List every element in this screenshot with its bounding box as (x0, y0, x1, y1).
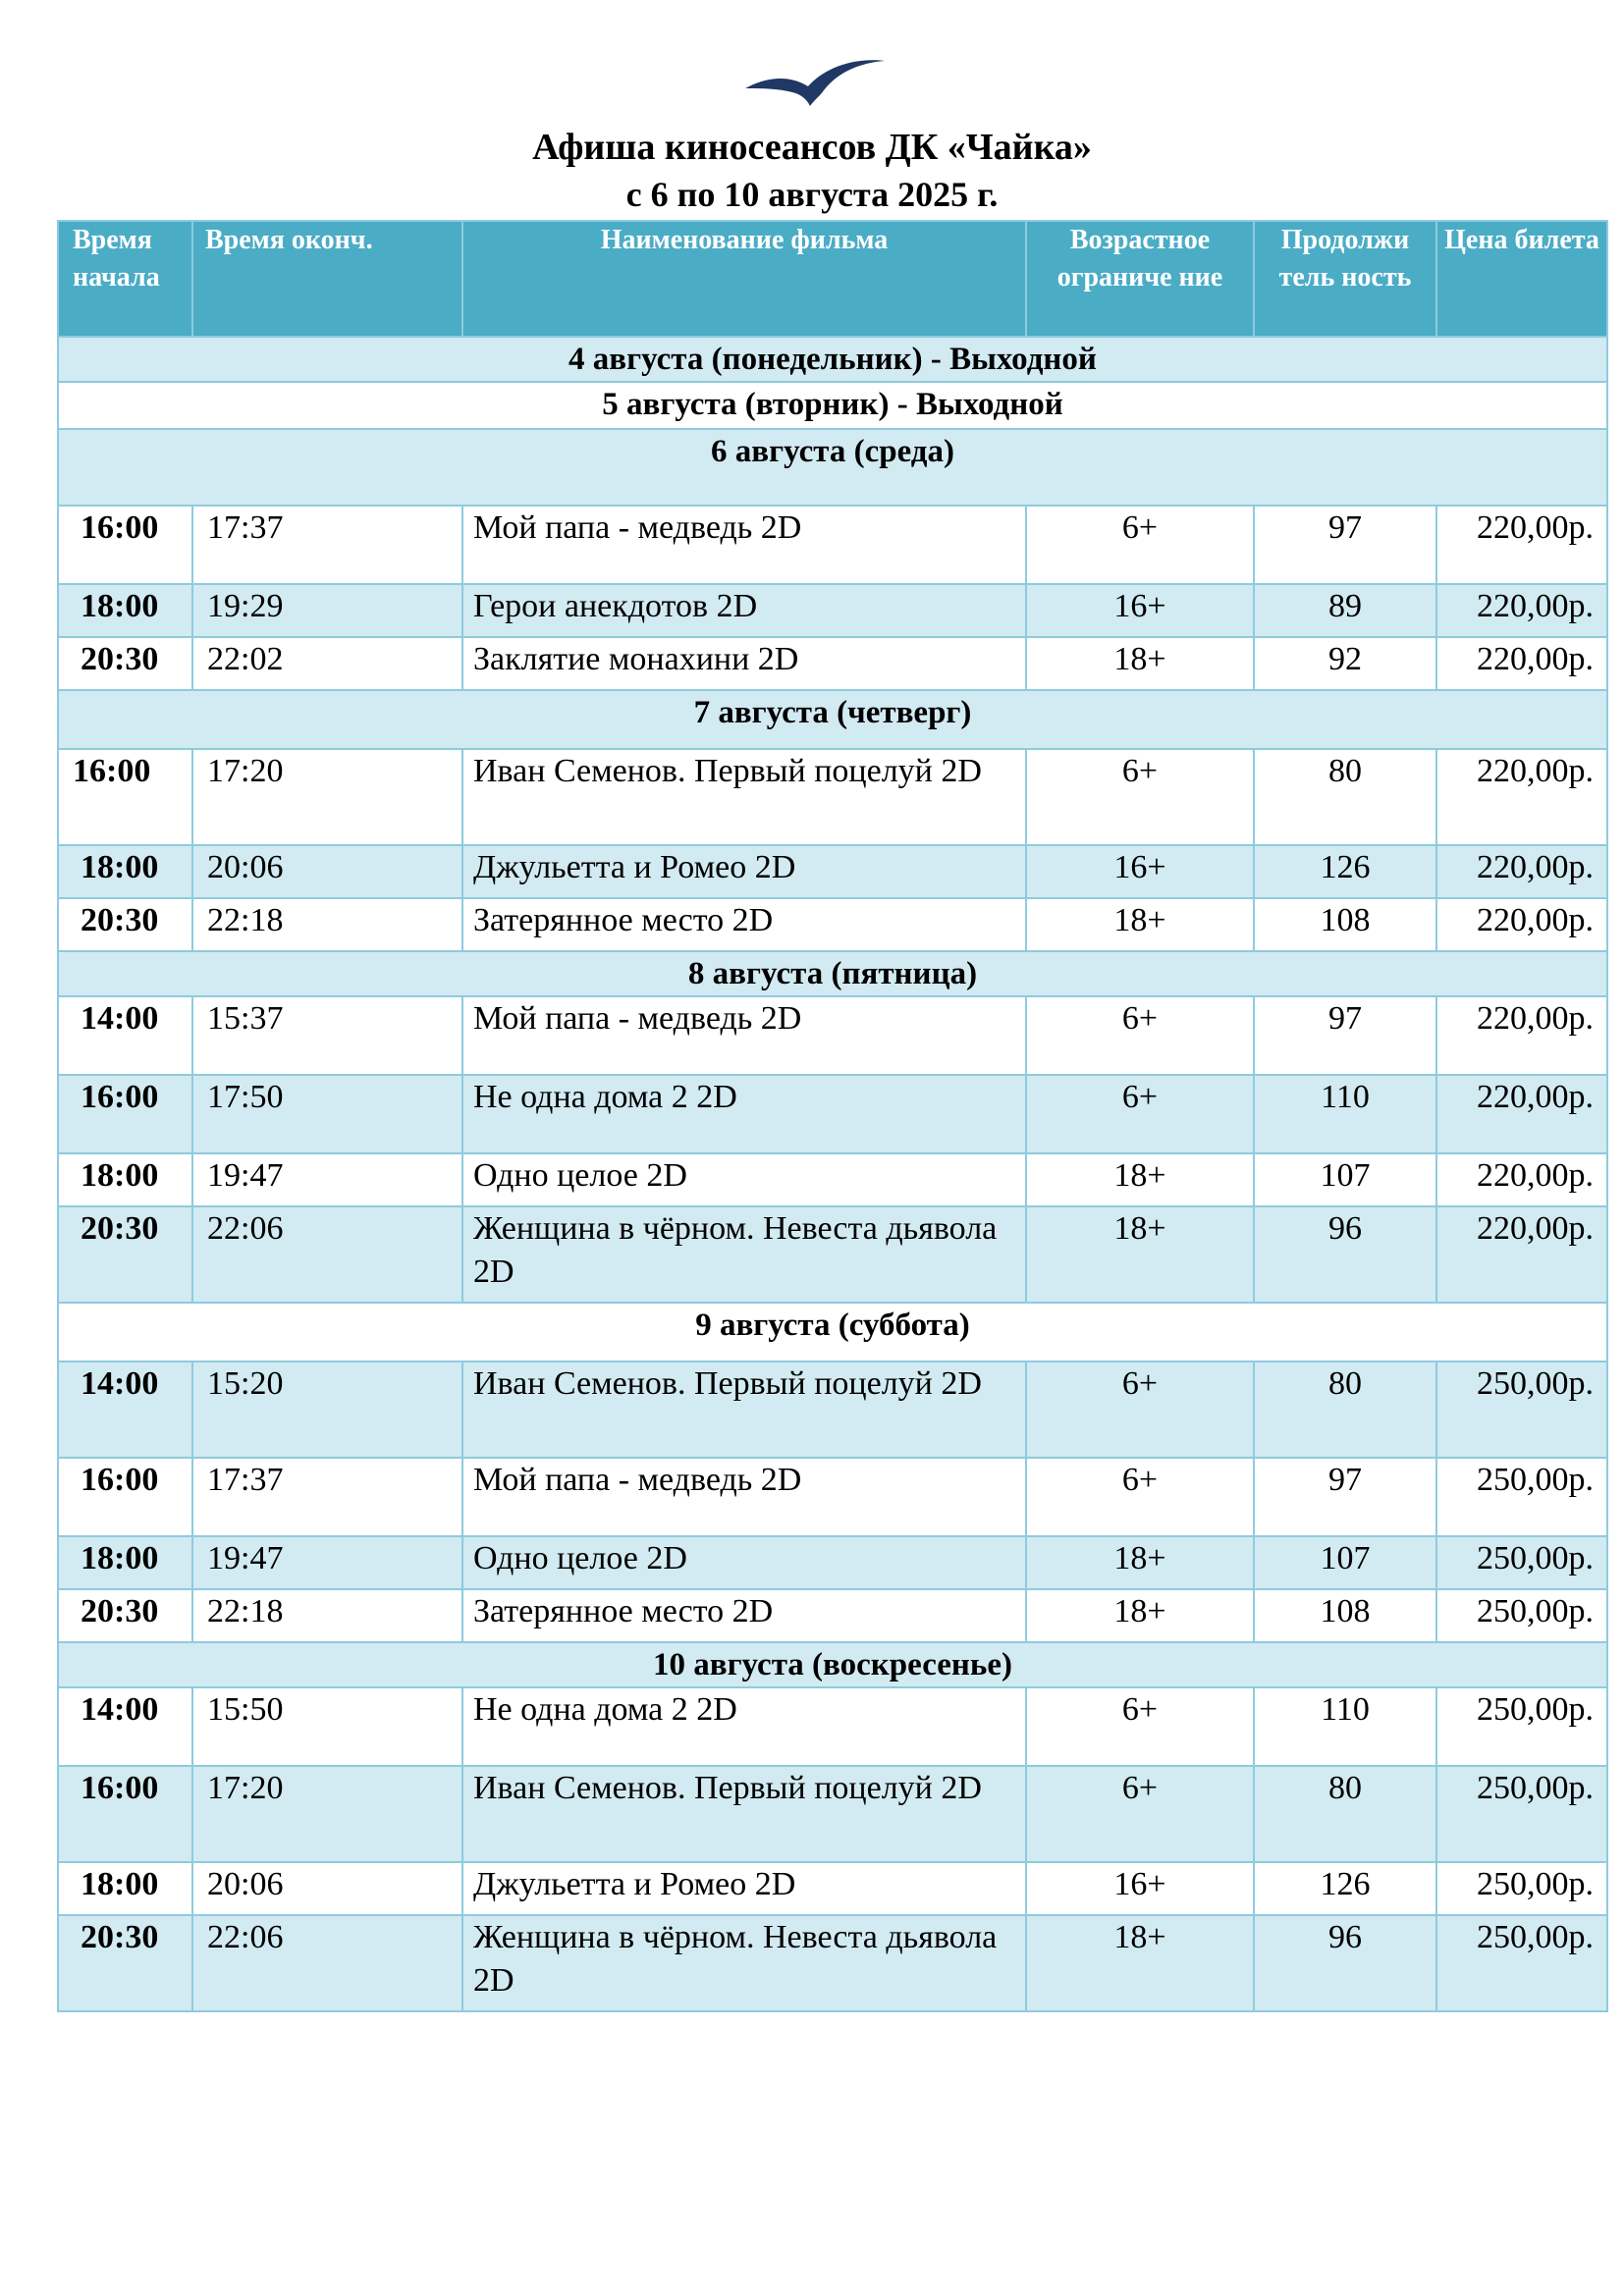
session-end-time: 22:18 (192, 898, 462, 951)
session-age-rating: 6+ (1026, 1687, 1254, 1766)
session-start-time: 14:00 (58, 996, 192, 1075)
session-start-time: 16:00 (58, 506, 192, 584)
session-end-time: 15:50 (192, 1687, 462, 1766)
session-price: 220,00р. (1436, 1075, 1607, 1153)
day-header-row (58, 1642, 1607, 1687)
session-start-time: 20:30 (58, 1915, 192, 2011)
session-row (58, 1075, 1607, 1153)
session-end-time: 17:50 (192, 1075, 462, 1153)
session-row (58, 637, 1607, 690)
session-price: 220,00р. (1436, 584, 1607, 637)
column-header-age: Возрастное ограниче ние (1026, 221, 1254, 337)
session-price: 250,00р. (1436, 1915, 1607, 2011)
session-end-time: 17:20 (192, 1766, 462, 1862)
day-header-row (58, 951, 1607, 996)
session-price: 250,00р. (1436, 1458, 1607, 1536)
session-film-title: Заклятие монахини 2D (462, 637, 1026, 690)
session-duration: 107 (1254, 1153, 1436, 1206)
session-film-title: Женщина в чёрном. Невеста дьявола 2D (462, 1915, 1026, 2011)
session-price: 250,00р. (1436, 1362, 1607, 1458)
session-age-rating: 18+ (1026, 1536, 1254, 1589)
session-age-rating: 18+ (1026, 1589, 1254, 1642)
session-start-time: 18:00 (58, 584, 192, 637)
session-end-time: 15:20 (192, 1362, 462, 1458)
session-film-title: Не одна дома 2 2D (462, 1075, 1026, 1153)
session-duration: 80 (1254, 1766, 1436, 1862)
session-age-rating: 18+ (1026, 637, 1254, 690)
session-film-title: Мой папа - медведь 2D (462, 1458, 1026, 1536)
session-end-time: 17:37 (192, 506, 462, 584)
session-end-time: 19:29 (192, 584, 462, 637)
session-start-time: 16:00 (58, 749, 192, 845)
session-film-title: Одно целое 2D (462, 1153, 1026, 1206)
session-start-time: 20:30 (58, 898, 192, 951)
session-start-time: 16:00 (58, 1075, 192, 1153)
session-duration: 97 (1254, 996, 1436, 1075)
session-price: 250,00р. (1436, 1766, 1607, 1862)
session-row (58, 1536, 1607, 1589)
session-row (58, 898, 1607, 951)
session-age-rating: 16+ (1026, 584, 1254, 637)
session-row (58, 1687, 1607, 1766)
session-end-time: 19:47 (192, 1153, 462, 1206)
session-film-title: Иван Семенов. Первый поцелуй 2D (462, 1766, 1026, 1862)
day-label: 9 августа (суббота) (58, 1303, 1607, 1362)
session-duration: 92 (1254, 637, 1436, 690)
session-duration: 97 (1254, 506, 1436, 584)
session-end-time: 22:06 (192, 1915, 462, 2011)
session-duration: 80 (1254, 749, 1436, 845)
day-header-row (58, 1303, 1607, 1362)
session-start-time: 18:00 (58, 1862, 192, 1915)
session-row (58, 1362, 1607, 1458)
session-duration: 89 (1254, 584, 1436, 637)
session-row (58, 1153, 1607, 1206)
day-label: 7 августа (четверг) (58, 690, 1607, 749)
session-end-time: 17:37 (192, 1458, 462, 1536)
session-price: 220,00р. (1436, 1153, 1607, 1206)
column-header-start: Время начала (58, 221, 192, 337)
session-row (58, 996, 1607, 1075)
day-header-row (58, 429, 1607, 506)
session-duration: 110 (1254, 1075, 1436, 1153)
day-label: 10 августа (воскресенье) (58, 1642, 1607, 1687)
session-row (58, 749, 1607, 845)
session-start-time: 14:00 (58, 1687, 192, 1766)
session-row (58, 1589, 1607, 1642)
session-age-rating: 6+ (1026, 1766, 1254, 1862)
session-price: 220,00р. (1436, 637, 1607, 690)
session-film-title: Женщина в чёрном. Невеста дьявола 2D (462, 1206, 1026, 1303)
session-price: 250,00р. (1436, 1687, 1607, 1766)
day-header-row (58, 690, 1607, 749)
session-age-rating: 16+ (1026, 1862, 1254, 1915)
session-duration: 80 (1254, 1362, 1436, 1458)
session-start-time: 20:30 (58, 1589, 192, 1642)
session-end-time: 17:20 (192, 749, 462, 845)
session-age-rating: 6+ (1026, 1362, 1254, 1458)
session-end-time: 19:47 (192, 1536, 462, 1589)
table-header-row (58, 221, 1607, 337)
page-title: Афиша киносеансов ДК «Чайка» (532, 127, 1092, 168)
schedule-body (58, 337, 1607, 2011)
day-label: 6 августа (среда) (58, 429, 1607, 506)
session-start-time: 20:30 (58, 1206, 192, 1303)
session-age-rating: 18+ (1026, 898, 1254, 951)
session-row (58, 1206, 1607, 1303)
session-start-time: 18:00 (58, 1153, 192, 1206)
session-price: 250,00р. (1436, 1536, 1607, 1589)
seagull-logo-icon (741, 51, 889, 110)
session-price: 220,00р. (1436, 898, 1607, 951)
column-header-price: Цена билета (1436, 221, 1607, 337)
session-start-time: 16:00 (58, 1458, 192, 1536)
session-end-time: 15:37 (192, 996, 462, 1075)
session-price: 250,00р. (1436, 1862, 1607, 1915)
session-row (58, 845, 1607, 898)
day-label: 5 августа (вторник) - Выходной (58, 382, 1607, 429)
session-row (58, 1766, 1607, 1862)
session-duration: 107 (1254, 1536, 1436, 1589)
column-header-end: Время оконч. (192, 221, 462, 337)
session-price: 220,00р. (1436, 845, 1607, 898)
session-duration: 110 (1254, 1687, 1436, 1766)
session-film-title: Одно целое 2D (462, 1536, 1026, 1589)
session-duration: 108 (1254, 898, 1436, 951)
session-duration: 97 (1254, 1458, 1436, 1536)
session-price: 220,00р. (1436, 1206, 1607, 1303)
session-age-rating: 6+ (1026, 1458, 1254, 1536)
session-film-title: Иван Семенов. Первый поцелуй 2D (462, 1362, 1026, 1458)
session-duration: 126 (1254, 1862, 1436, 1915)
day-header-row (58, 382, 1607, 429)
session-end-time: 20:06 (192, 845, 462, 898)
session-film-title: Затерянное место 2D (462, 1589, 1026, 1642)
session-duration: 96 (1254, 1206, 1436, 1303)
session-film-title: Иван Семенов. Первый поцелуй 2D (462, 749, 1026, 845)
session-price: 220,00р. (1436, 749, 1607, 845)
session-start-time: 14:00 (58, 1362, 192, 1458)
session-start-time: 18:00 (58, 845, 192, 898)
column-header-duration: Продолжи тель ность (1254, 221, 1436, 337)
session-film-title: Мой папа - медведь 2D (462, 506, 1026, 584)
session-age-rating: 18+ (1026, 1206, 1254, 1303)
day-header-row (58, 337, 1607, 382)
session-duration: 96 (1254, 1915, 1436, 2011)
session-end-time: 22:02 (192, 637, 462, 690)
schedule-table (57, 220, 1608, 2012)
session-end-time: 22:06 (192, 1206, 462, 1303)
session-start-time: 20:30 (58, 637, 192, 690)
column-header-film: Наименование фильма (462, 221, 1026, 337)
session-duration: 126 (1254, 845, 1436, 898)
session-price: 220,00р. (1436, 996, 1607, 1075)
session-age-rating: 16+ (1026, 845, 1254, 898)
session-price: 250,00р. (1436, 1589, 1607, 1642)
session-row (58, 1862, 1607, 1915)
session-start-time: 16:00 (58, 1766, 192, 1862)
day-label: 8 августа (пятница) (58, 951, 1607, 996)
session-age-rating: 6+ (1026, 996, 1254, 1075)
session-age-rating: 18+ (1026, 1915, 1254, 2011)
session-row (58, 1915, 1607, 2011)
session-price: 220,00р. (1436, 506, 1607, 584)
page-subtitle: с 6 по 10 августа 2025 г. (625, 175, 999, 214)
session-end-time: 22:18 (192, 1589, 462, 1642)
session-row (58, 584, 1607, 637)
session-age-rating: 6+ (1026, 506, 1254, 584)
session-age-rating: 6+ (1026, 749, 1254, 845)
session-film-title: Мой папа - медведь 2D (462, 996, 1026, 1075)
session-film-title: Герои анекдотов 2D (462, 584, 1026, 637)
session-row (58, 1458, 1607, 1536)
session-film-title: Затерянное место 2D (462, 898, 1026, 951)
session-duration: 108 (1254, 1589, 1436, 1642)
session-age-rating: 6+ (1026, 1075, 1254, 1153)
session-film-title: Джульетта и Ромео 2D (462, 1862, 1026, 1915)
session-start-time: 18:00 (58, 1536, 192, 1589)
session-row (58, 506, 1607, 584)
session-age-rating: 18+ (1026, 1153, 1254, 1206)
session-film-title: Не одна дома 2 2D (462, 1687, 1026, 1766)
day-label: 4 августа (понедельник) - Выходной (58, 337, 1607, 382)
session-film-title: Джульетта и Ромео 2D (462, 845, 1026, 898)
session-end-time: 20:06 (192, 1862, 462, 1915)
